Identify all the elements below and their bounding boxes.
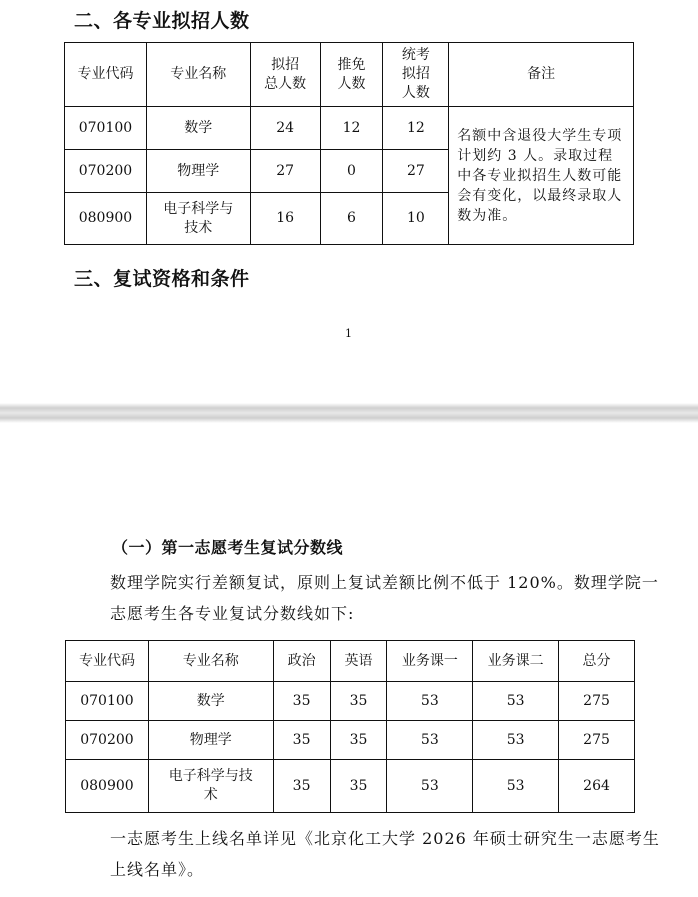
header-cell: 推免 人数 (320, 43, 383, 107)
header-cell: 备注 (449, 43, 634, 107)
header-cell: 拟招 总人数 (250, 43, 320, 107)
table-cell: 35 (273, 682, 330, 721)
subsection-title: （一）第一志愿考生复试分数线 (112, 538, 344, 557)
section-title-retest: 三、复试资格和条件 (74, 268, 250, 290)
table-cell: 35 (330, 721, 387, 760)
table-cell: 080900 (66, 760, 149, 813)
table-cell: 53 (473, 760, 559, 813)
table-cell: 070200 (66, 721, 149, 760)
table-cell: 电子科学与 技术 (146, 193, 250, 245)
table-cell: 电子科学与技 术 (148, 760, 273, 813)
header-cell: 业务课一 (387, 641, 473, 682)
table-cell: 24 (250, 107, 320, 150)
enrollment-table (64, 42, 634, 245)
table-row (65, 107, 634, 150)
table-cell: 12 (383, 107, 449, 150)
table-cell: 070100 (65, 107, 147, 150)
table-cell: 35 (330, 760, 387, 813)
table-cell: 53 (387, 682, 473, 721)
table-cell: 0 (320, 150, 383, 193)
header-cell: 专业代码 (65, 43, 147, 107)
header-cell: 专业名称 (148, 641, 273, 682)
score-line-table (65, 640, 635, 813)
table-cell: 53 (387, 760, 473, 813)
header-cell: 专业名称 (146, 43, 250, 107)
table-cell: 数学 (146, 107, 250, 150)
table-cell: 数学 (148, 682, 273, 721)
table-cell: 070100 (66, 682, 149, 721)
remarks-cell: 名额中含退役大学生专项计划约 3 人。录取过程中各专业拟招生人数可能会有变化，以最终录取人数为准。 (449, 107, 634, 245)
header-cell: 业务课二 (473, 641, 559, 682)
header-cell: 总分 (559, 641, 635, 682)
table-cell: 物理学 (146, 150, 250, 193)
table-cell: 080900 (65, 193, 147, 245)
table-cell: 070200 (65, 150, 147, 193)
table-cell: 12 (320, 107, 383, 150)
paragraph-intro: 数理学院实行差额复试，原则上复试差额比例不低于 120%。数理学院一志愿考生各专业复试分数线如下: (110, 573, 659, 623)
table-cell: 53 (473, 721, 559, 760)
table-cell: 53 (387, 721, 473, 760)
table-row (66, 682, 635, 721)
table-cell: 物理学 (148, 721, 273, 760)
table-header-row (66, 641, 635, 682)
header-cell: 专业代码 (66, 641, 149, 682)
table-cell: 6 (320, 193, 383, 245)
table-cell: 35 (273, 721, 330, 760)
paragraph-list-reference: 一志愿考生上线名单详见《北京化工大学 2026 年硕士研究生一志愿考生上线名单》。 (110, 829, 660, 879)
page-divider (0, 403, 698, 423)
table-cell: 53 (473, 682, 559, 721)
table-cell: 10 (383, 193, 449, 245)
table-cell: 35 (330, 682, 387, 721)
table-cell: 27 (383, 150, 449, 193)
page-number: 1 (345, 327, 352, 340)
header-cell: 政治 (273, 641, 330, 682)
table-row (66, 760, 635, 813)
table-cell: 27 (250, 150, 320, 193)
table-header-row (65, 43, 634, 107)
table-cell: 16 (250, 193, 320, 245)
header-cell: 统考 拟招 人数 (383, 43, 449, 107)
table-cell: 35 (273, 760, 330, 813)
header-cell: 英语 (330, 641, 387, 682)
table-row (66, 721, 635, 760)
table-cell: 275 (559, 721, 635, 760)
table-cell: 264 (559, 760, 635, 813)
section-title-enrollment: 二、各专业拟招人数 (74, 10, 250, 32)
table-cell: 275 (559, 682, 635, 721)
